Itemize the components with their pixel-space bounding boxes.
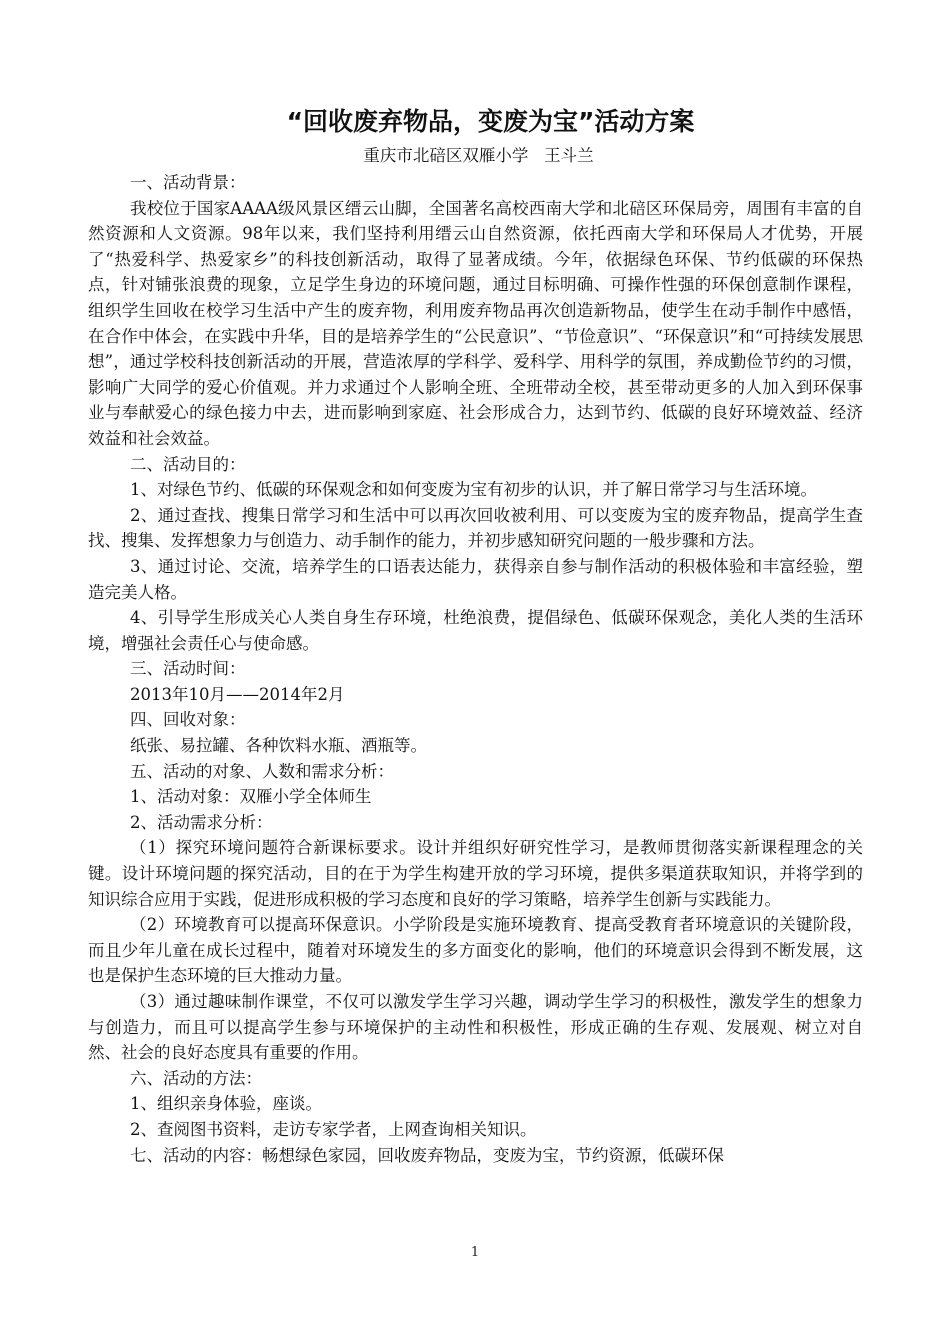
analysis-subitem-1: （1）探究环境问题符合新课标要求。设计并组织好研究性学习，是教师贯彻落实新课程理念的关键。设计环境问题的探究活动，目的在于为学生构建开放的学习环境，提供多渠道获取知识，并将学到的知识综合应用于实践，促进形成积极的学习态度和良好的学习策略，培养学生创新与实践能力。 <box>88 838 863 909</box>
section-heading-content: 七、活动的内容：畅想绿色家园，回收废弃物品，变废为宝，节约资源，低碳环保 <box>130 1145 724 1165</box>
document-body <box>88 100 863 1168</box>
recycle-targets: 纸张、易拉罐、各种饮料水瓶、酒瓶等。 <box>130 736 427 756</box>
section-heading-time: 三、活动时间： <box>130 659 246 679</box>
section-heading-recycle-targets: 四、回收对象： <box>130 710 246 730</box>
purpose-item-1: 1、对绿色节约、低碳的环保观念和如何变废为宝有初步的认识，并了解日常学习与生活环境。 <box>130 480 817 500</box>
document-author: 重庆市北碚区双雁小学 王斗兰 <box>363 146 594 165</box>
analysis-subitem-2: （2）环境教育可以提高环保意识。小学阶段是实施环境教育、提高受教育者环境意识的关键阶段，而且少年儿童在成长过程中，随着对环境发生的多方面变化的影响，他们的环境意识会得到不断发展，这也是保护生态环境的巨大推动力量。 <box>88 915 863 986</box>
page-number: 1 <box>470 1245 480 1260</box>
analysis-item-1: 1、活动对象：双雁小学全体师生 <box>130 787 372 807</box>
section-heading-background: 一、活动背景： <box>130 173 246 192</box>
activity-time: 2013年10月——2014年2月 <box>130 684 345 704</box>
document-title: “回收废弃物品，变废为宝”活动方案 <box>286 107 695 136</box>
section-heading-methods: 六、活动的方法： <box>130 1068 262 1088</box>
analysis-item-2: 2、活动需求分析： <box>130 812 273 832</box>
section-heading-purpose: 二、活动目的： <box>130 454 246 474</box>
background-paragraph: 我校位于国家AAAA级风景区缙云山脚，全国著名高校西南大学和北碚区环保局旁，周围有丰富的自然资源和人文资源。98年以来，我们坚持利用缙云山自然资源，依托西南大学和环保局人才优势，开展了“热爱科学、热爱家乡”的科技创新活动，取得了显著成绩。今年，依据绿色环保、节约低碳的环保热点，针对铺张浪费的现象，立足学生身边的环境问题，通过目标明确、可操作性强的环保创意制作课程，组织学生回收在校学习生活中产生的废弃物，利用废弃物品再次创造新物品，使学生在动手制作中感悟，在合作中体会，在实践中升华，目的是培养学生的“公民意识”、“节俭意识”、“环保意识”和“可持续发展思想”，通过学校科技创新活动的开展，营造浓厚的学科学、爱科学、用科学的氛围，养成勤俭节约的习惯，影响广大同学的爱心价值观。并力求通过个人影响全班、全班带动全校，甚至带动更多的人加入到环保事业与奉献爱心的绿色接力中去，进而影响到家庭、社会形成合力，达到节约、低碳的良好环境效益、经济效益和社会效益。 <box>88 198 863 448</box>
method-item-1: 1、组织亲身体验，座谈。 <box>130 1094 322 1114</box>
section-heading-analysis: 五、活动的对象、人数和需求分析： <box>130 761 394 781</box>
purpose-item-3: 3、通过讨论、交流，培养学生的口语表达能力，获得亲自参与制作活动的积极体验和丰富经验，塑造完美人格。 <box>88 556 863 602</box>
purpose-item-4: 4、引导学生形成关心人类自身生存环境，杜绝浪费，提倡绿色、低碳环保观念，美化人类的生活环境，增强社会责任心与使命感。 <box>88 608 863 653</box>
purpose-item-2: 2、通过查找、搜集日常学习和生活中可以再次回收被利用、可以变废为宝的废弃物品，提高学生查找、搜集、发挥想象力与创造力、动手制作的能力，并初步感知研究问题的一般步骤和方法。 <box>88 505 863 551</box>
analysis-subitem-3: （3）通过趣味制作课堂，不仅可以激发学生学习兴趣，调动学生学习的积极性，激发学生的想象力与创造力，而且可以提高学生参与环境保护的主动性和积极性，形成正确的生存观、发展观、树立对自然、社会的良好态度具有重要的作用。 <box>88 992 863 1063</box>
method-item-2: 2、查阅图书资料，走访专家学者，上网查询相关知识。 <box>130 1119 537 1139</box>
